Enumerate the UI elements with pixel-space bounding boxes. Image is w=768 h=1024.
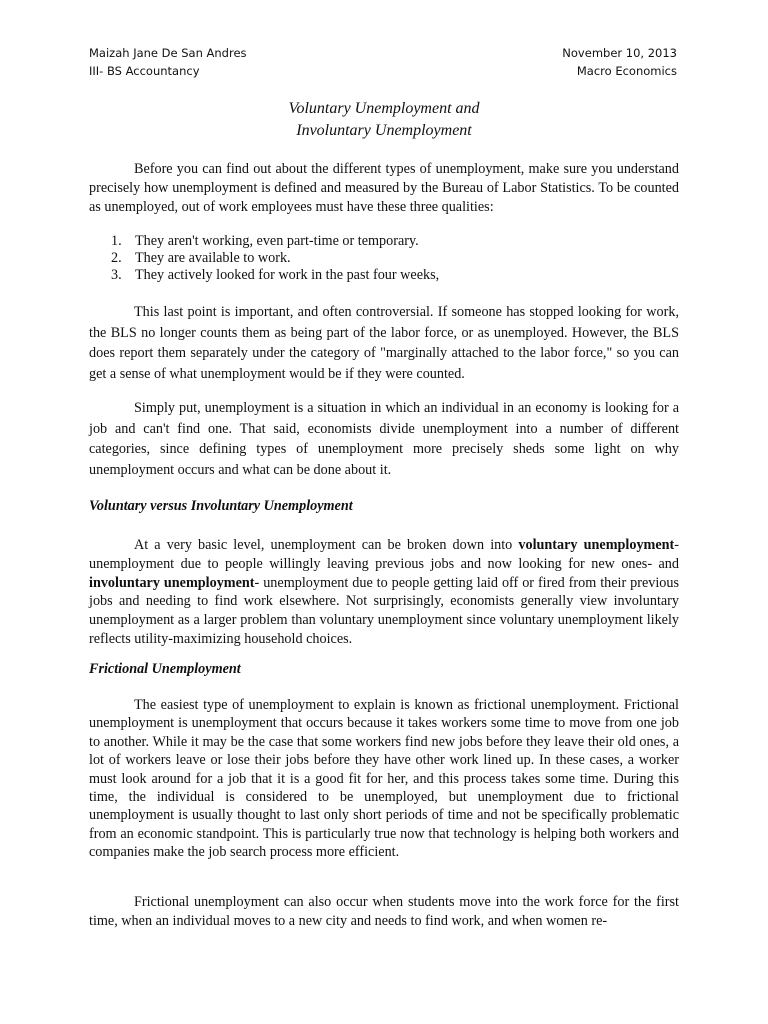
header-left — [89, 44, 247, 80]
subject-name: Macro Economics — [576, 64, 677, 78]
qualities-list — [111, 233, 439, 284]
voluntary-paragraph: At a very basic level, unemployment can be broken down into voluntary unemployment- unemployment due to people willingly leaving previous jobs and now looking for new ones- and involuntary unemployment- unemployment due to people getting laid off or fired from their previous jobs and needing to find work elsewhere. Not surprisingly, economists generally view involuntary unemployment as a larger problem than voluntary unemployment since voluntary unemployment likely reflects utility-maximizing household choices. — [89, 537, 680, 647]
title-line-2: Involuntary Unemployment — [296, 122, 472, 139]
frictional-paragraph-2: Frictional unemployment can also occur when students move into the work force for the first time, when an individual moves to a new city and needs to find work, and when women re- — [89, 894, 679, 929]
document-date: November 10, 2013 — [562, 46, 677, 60]
term-involuntary: involuntary unemployment — [89, 574, 255, 591]
list-item: 2. They are available to work. — [111, 250, 291, 266]
header-right — [562, 44, 677, 80]
frictional-paragraph-1: The easiest type of unemployment to explain is known as frictional unemployment. Frictional unemployment is unemployment that occurs because it takes workers some time to move from one job to another. While it may be the case that some workers find new jobs before they leave their old ones, a lot of workers leave or lose their jobs before they have other work lined up. In these cases, a worker must look around for a job that it is a good fit for her, and this process takes some time. During this time, the individual is considered to be unemployed, but unemployment due to frictional unemployment is usually thought to last only short periods of time and not be specifically problematic from an economic standpoint. This is particularly true now that technology is helping both workers and companies make the job search process more efficient. — [89, 697, 679, 861]
document-title — [0, 98, 768, 142]
author-name: Maizah Jane De San Andres — [89, 46, 247, 60]
last-point-paragraph: This last point is important, and often controversial. If someone has stopped looking for work, the BLS no longer counts them as being part of the labor force, or as unemployed. However, the BLS does report them separately under the category of "marginally attached to the labor force," so you can get a sense of what unemployment would be if they were counted. — [89, 304, 679, 382]
course-name: III- BS Accountancy — [89, 64, 200, 78]
heading-frictional: Frictional Unemployment — [89, 661, 241, 677]
title-line-1: Voluntary Unemployment and — [288, 100, 480, 117]
heading-voluntary: Voluntary versus Involuntary Unemployment — [89, 498, 353, 514]
term-voluntary: voluntary unemployment — [518, 537, 675, 553]
simply-put-paragraph: Simply put, unemployment is a situation in which an individual in an economy is looking for a job and can't find one. That said, economists divide unemployment into a number of different categories, since defining types of unemployment more precisely sheds some light on why unemployment occurs and what can be done about it. — [89, 400, 679, 478]
list-item: 3. They actively looked for work in the past four weeks, — [111, 267, 440, 283]
intro-paragraph: Before you can find out about the different types of unemployment, make sure you understand precisely how unemployment is defined and measured by the Bureau of Labor Statistics. To be counted as unemployed, out of work employees must have these three qualities: — [89, 161, 679, 216]
list-item: 1. They aren't working, even part-time or temporary. — [111, 233, 419, 249]
